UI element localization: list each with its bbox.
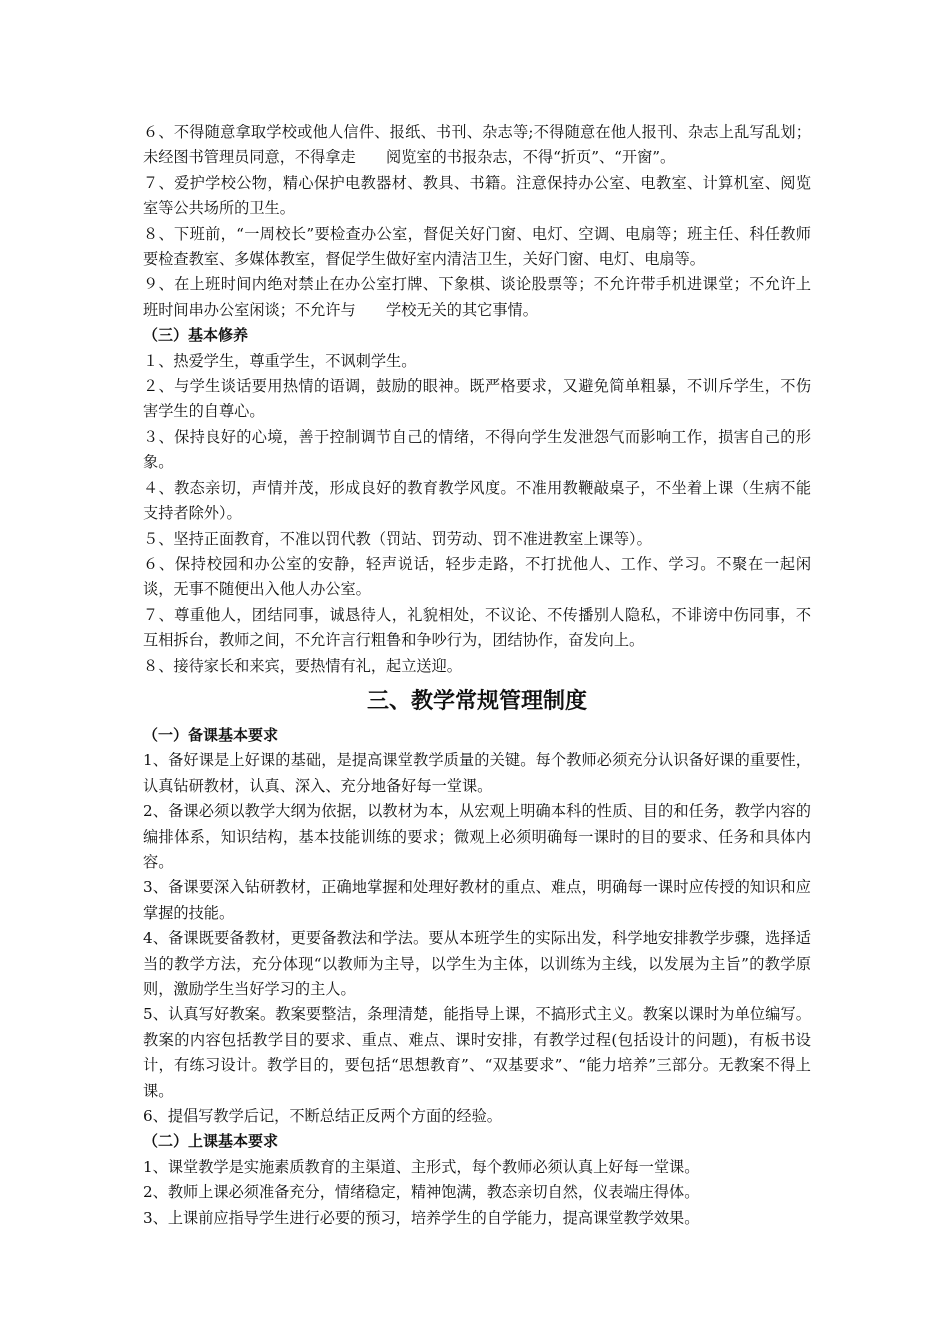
rule-paragraph: 3、上课前应指导学生进行必要的预习，培养学生的自学能力，提高课堂教学效果。 (143, 1208, 700, 1227)
document-page (143, 120, 811, 1231)
rule-paragraph: 2、备课必须以教学大纲为依据，以教材为本，从宏观上明确本科的性质、目的和任务，教学内容的编排体系，知识结构，基本技能训练的要求；微观上必须明确每一课时的目的要求、任务和具体内容。 (143, 802, 811, 871)
rule-paragraph: ９、在上班时间内绝对禁止在办公室打牌、下象棋、谈论股票等；不允许带手机进课堂；不允许上班时间串办公室闲谈；不允许与 学校无关的其它事情。 (143, 275, 811, 319)
basic-cultivation-section (143, 323, 811, 679)
rule-paragraph: ４、教态亲切，声情并茂，形成良好的教育教学风度。不准用教鞭敲桌子，不坐着上课（生病不能支持者除外）。 (143, 478, 811, 523)
rule-paragraph: 6、提倡写教学后记，不断总结正反两个方面的经验。 (143, 1107, 502, 1126)
rule-paragraph: ６、保持校园和办公室的安静，轻声说话，轻步走路，不打扰他人、工作、学习。不聚在一起闲谈，无事不随便出入他人办公室。 (143, 554, 811, 599)
rule-paragraph: ３、保持良好的心境，善于控制调节自己的情绪，不得向学生发泄怨气而影响工作，损害自己的形象。 (143, 427, 811, 472)
rule-paragraph: ８、下班前，“一周校长”要检查办公室，督促关好门窗、电灯、空调、电扇等；班主任、科任教师要检查教室、多媒体教室，督促学生做好室内清洁卫生，关好门窗、电灯、电扇等。 (143, 224, 811, 269)
subsection-heading: （二）上课基本要求 (143, 1132, 279, 1151)
rule-paragraph: 3、备课要深入钻研教材，正确地掌握和处理好教材的重点、难点，明确每一课时应传授的知识和应掌握的技能。 (143, 878, 811, 922)
class-teaching-section (143, 1129, 811, 1231)
section-title: 三、教学常规管理制度 (366, 688, 587, 714)
lesson-prep-section (143, 723, 811, 1130)
subsection-heading: （一）备课基本要求 (143, 725, 279, 744)
rule-paragraph: ２、与学生谈话要用热情的语调，鼓励的眼神。既严格要求，又避免简单粗暴，不训斥学生，不伤害学生的自尊心。 (143, 377, 811, 421)
rule-paragraph: 2、教师上课必须准备充分，情绪稳定，精神饱满，教态亲切自然，仪表端庄得体。 (143, 1183, 700, 1202)
rule-paragraph: ６、不得随意拿取学校或他人信件、报纸、书刊、杂志等;不得随意在他人报刊、杂志上乱写乱划；未经图书管理员同意，不得拿走 阅览室的书报杂志，不得“折页”、“开窗”。 (143, 123, 811, 167)
rule-paragraph: 1、备好课是上好课的基础，是提高课堂教学质量的关键。每个教师必须充分认识备好课的重要性，认真钻研教材，认真、深入、充分地备好每一堂课。 (143, 751, 811, 795)
rule-paragraph: ８、接待家长和来宾，要热情有礼，起立送迎。 (143, 656, 462, 675)
rule-paragraph: 5、认真写好教案。教案要整洁，条理清楚，能指导上课，不搞形式主义。教案以课时为单位编写。教案的内容包括教学目的要求、重点、难点、课时安排，有教学过程(包括设计的问题)，有板书设计，有练习设计。教学目的，要包括“思想教育”、“双基要求”、“能力培养”三部分。无教案不得上课。 (143, 1005, 811, 1100)
subsection-heading: （三）基本修养 (143, 326, 249, 345)
rule-paragraph: １、热爱学生，尊重学生，不讽刺学生。 (143, 351, 417, 370)
rule-paragraph: ５、坚持正面教育，不准以罚代教（罚站、罚劳动、罚不准进教室上课等）。 (143, 529, 652, 548)
rule-paragraph: ７、尊重他人，团结同事，诚恳待人，礼貌相处，不议论、不传播别人隐私，不诽谤中伤同事，不互相拆台，教师之间，不允许言行粗鲁和争吵行为，团结协作，奋发向上。 (143, 605, 811, 650)
rule-paragraph: 1、课堂教学是实施素质教育的主渠道、主形式，每个教师必须认真上好每一堂课。 (143, 1157, 700, 1176)
rule-paragraph: ７、爱护学校公物，精心保护电教器材、教具、书籍。注意保持办公室、电教室、计算机室、阅览室等公共场所的卫生。 (143, 173, 811, 218)
conduct-rules-continued (143, 120, 811, 323)
rule-paragraph: 4、备课既要备教材，更要备教法和学法。要从本班学生的实际出发，科学地安排教学步骤，选择适当的教学方法，充分体现“以教师为主导，以学生为主体，以训练为主线，以发展为主旨”的教学原则，激励学生当好学习的主人。 (143, 929, 811, 998)
